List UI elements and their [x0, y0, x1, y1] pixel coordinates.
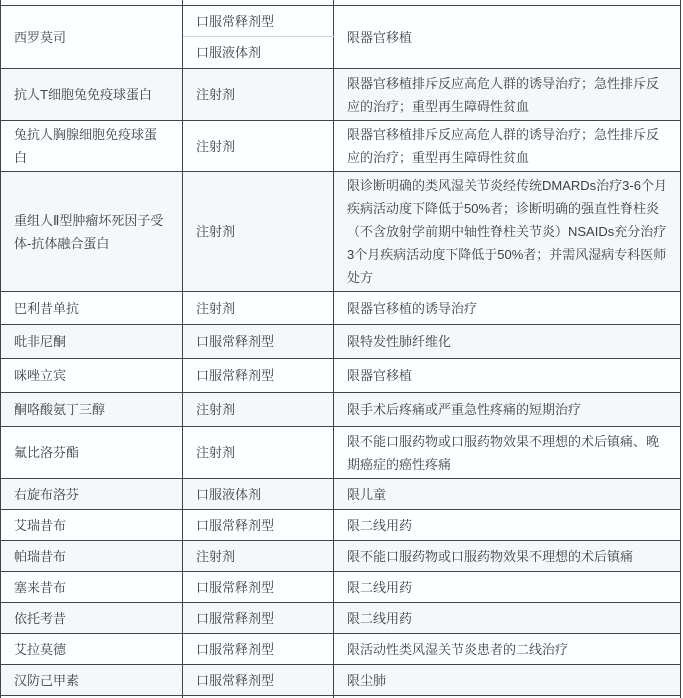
drug-name-cell: 兔抗人胸腺细胞免疫球蛋白: [1, 121, 183, 172]
dosage-form-cell: 口服常释剂型: [183, 325, 334, 359]
restriction-cell: 限手术后疼痛或严重急性疼痛的短期治疗: [334, 393, 681, 427]
dosage-form-cell: 注射剂: [183, 541, 334, 572]
drug-name-cell: 重组人Ⅱ型肿瘤坏死因子受体-抗体融合蛋白: [1, 172, 183, 292]
drug-name-cell: 咪唑立宾: [1, 359, 183, 393]
table-row: [1, 479, 681, 510]
table-row: [1, 292, 681, 325]
dosage-form-cell: 注射剂: [183, 393, 334, 427]
drug-name-cell: 艾拉莫德: [1, 634, 183, 665]
restriction-cell: 限二线用药: [334, 510, 681, 541]
dosage-form-cell: 口服常释剂型: [183, 634, 334, 665]
restriction-cell: 限活动性类风湿关节炎患者的二线治疗: [334, 634, 681, 665]
restriction-cell: 限尘肺: [334, 665, 681, 696]
dosage-form-cell: 口服常释剂型: [183, 665, 334, 696]
drug-name-cell: 依托考昔: [1, 603, 183, 634]
table-row: [1, 603, 681, 634]
restriction-cell: 限不能口服药物或口服药物效果不理想的术后镇痛: [334, 541, 681, 572]
drug-name-cell: 酮咯酸氨丁三醇: [1, 393, 183, 427]
drug-name-cell: 西罗莫司: [1, 6, 183, 69]
dosage-form-cell: 口服常释剂型: [183, 603, 334, 634]
dosage-form-cell: 注射剂: [183, 69, 334, 121]
dosage-form-cell: 注射剂: [183, 427, 334, 479]
drug-name-cell: 氟比洛芬酯: [1, 427, 183, 479]
restriction-cell: 限诊断明确的类风湿关节炎经传统DMARDs治疗3-6个月疾病活动度下降低于50%者；诊断明确的强直性脊柱炎（不含放射学前期中轴性脊柱关节炎）NSAIDs充分治疗3个月疾病活动度下降低于50%者；并需风湿病专科医师处方: [334, 172, 681, 292]
drug-name-cell: 吡非尼酮: [1, 325, 183, 359]
table-row: [1, 427, 681, 479]
table-row: [1, 6, 681, 37]
table-row: [1, 510, 681, 541]
table-row: [1, 665, 681, 696]
restriction-cell: 限器官移植排斥反应高危人群的诱导治疗；急性排斥反应的治疗；重型再生障碍性贫血: [334, 121, 681, 172]
dosage-form-cell: 口服常释剂型: [183, 510, 334, 541]
restriction-cell: 限器官移植: [334, 6, 681, 69]
dosage-form-cell: 口服液体剂: [183, 479, 334, 510]
drug-name-cell: 汉防己甲素: [1, 665, 183, 696]
restriction-cell: 限二线用药: [334, 572, 681, 603]
table-row: [1, 393, 681, 427]
table-row: [1, 572, 681, 603]
dosage-form-cell: 口服常释剂型: [183, 359, 334, 393]
drug-name-cell: 塞来昔布: [1, 572, 183, 603]
restriction-cell: 限器官移植: [334, 359, 681, 393]
table-row: [1, 172, 681, 292]
table-row: [1, 121, 681, 172]
dosage-form-cell: 口服液体剂: [183, 37, 334, 69]
restriction-cell: 限不能口服药物或口服药物效果不理想的术后镇痛、晚期癌症的癌性疼痛: [334, 427, 681, 479]
table-row: [1, 541, 681, 572]
drug-name-cell: 巴利昔单抗: [1, 292, 183, 325]
table-row: [1, 325, 681, 359]
drug-name-cell: 右旋布洛芬: [1, 479, 183, 510]
table-row: [1, 359, 681, 393]
table-row: [1, 69, 681, 121]
dosage-form-cell: 注射剂: [183, 292, 334, 325]
drug-name-cell: 帕瑞昔布: [1, 541, 183, 572]
dosage-form-cell: 注射剂: [183, 172, 334, 292]
dosage-form-cell: 口服常释剂型: [183, 6, 334, 37]
drug-name-cell: 艾瑞昔布: [1, 510, 183, 541]
table-row: [1, 634, 681, 665]
dosage-form-cell: 口服常释剂型: [183, 572, 334, 603]
restriction-cell: 限器官移植排斥反应高危人群的诱导治疗；急性排斥反应的治疗；重型再生障碍性贫血: [334, 69, 681, 121]
dosage-form-cell: 注射剂: [183, 121, 334, 172]
restriction-cell: 限器官移植的诱导治疗: [334, 292, 681, 325]
restriction-cell: 限二线用药: [334, 603, 681, 634]
restriction-cell: 限儿童: [334, 479, 681, 510]
restriction-cell: 限特发性肺纤维化: [334, 325, 681, 359]
drug-name-cell: 抗人T细胞兔免疫球蛋白: [1, 69, 183, 121]
